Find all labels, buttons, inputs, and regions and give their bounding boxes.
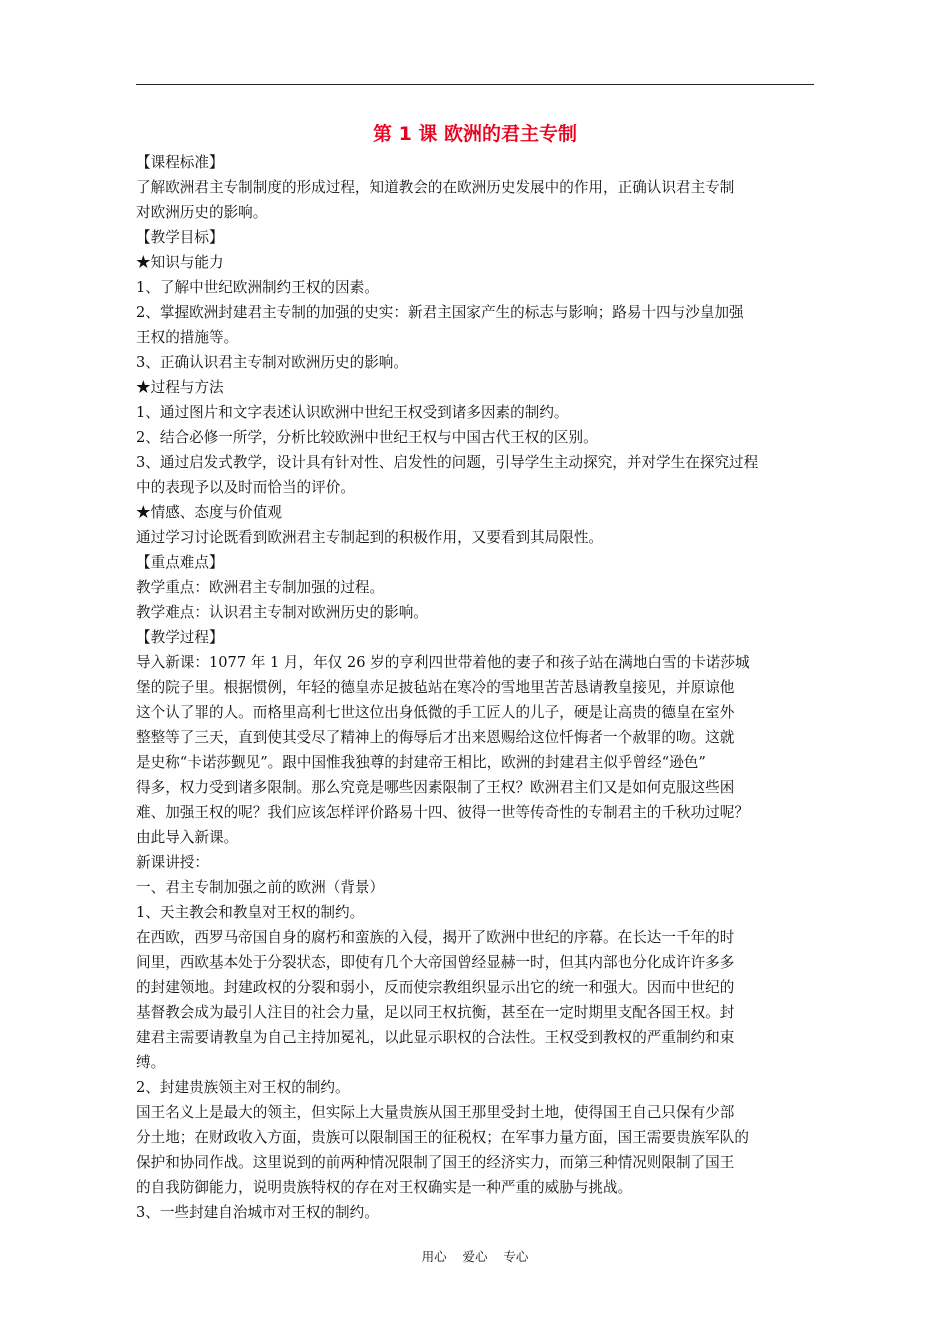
text-line: 整整等了三天，直到使其受尽了精神上的侮辱后才出来恩赐给这位忏悔者一个赦罪的吻。这就 [136, 729, 735, 746]
text-line: 由此导入新课。 [136, 829, 239, 846]
text-line: 新课讲授： [136, 854, 209, 871]
text-line: 保护和协同作战。这里说到的前两种情况限制了国王的经济实力，而第三种情况则限制了国王 [136, 1154, 735, 1171]
text-line: 1、天主教会和教皇对王权的制约。 [136, 904, 365, 921]
text-line: 【教学目标】 [136, 229, 224, 246]
text-line: 一、君主专制加强之前的欧洲（背景） [136, 879, 385, 896]
text-line: 中的表现予以及时而恰当的评价。 [136, 479, 355, 496]
text-line: 3、一些封建自治城市对王权的制约。 [136, 1204, 379, 1221]
text-line: 1、了解中世纪欧洲制约王权的因素。 [136, 279, 379, 296]
text-line: 这个认了罪的人。而格里高利七世这位出身低微的手工匠人的儿子，硬是让高贵的德皇在室外 [136, 704, 735, 721]
text-line: ★知识与能力 [136, 254, 224, 271]
text-line: 缚。 [136, 1054, 166, 1071]
text-line: 1、通过图片和文字表述认识欧洲中世纪王权受到诸多因素的制约。 [136, 404, 569, 421]
text-line: 分土地；在财政收入方面，贵族可以限制国王的征税权；在军事力量方面，国王需要贵族军队的 [136, 1129, 749, 1146]
text-line: ★过程与方法 [136, 379, 224, 396]
text-line: 王权的措施等。 [136, 329, 239, 346]
text-line: 3、正确认识君主专制对欧洲历史的影响。 [136, 354, 408, 371]
document-body [136, 150, 826, 1225]
header-rule [136, 84, 814, 85]
page-footer: 用心 爱心 专心 [421, 1249, 529, 1264]
text-line: ★情感、态度与价值观 [136, 504, 282, 521]
text-line: 基督教会成为最引人注目的社会力量，足以同王权抗衡，甚至在一定时期里支配各国王权。封 [136, 1004, 735, 1021]
text-line: 2、掌握欧洲封建君主专制的加强的史实：新君主国家产生的标志与影响；路易十四与沙皇加强 [136, 304, 744, 321]
text-line: 教学难点：认识君主专制对欧洲历史的影响。 [136, 604, 428, 621]
text-line: 【课程标准】 [136, 154, 224, 171]
text-line: 的自我防御能力，说明贵族特权的存在对王权确实是一种严重的威胁与挑战。 [136, 1179, 633, 1196]
text-line: 对欧洲历史的影响。 [136, 204, 268, 221]
text-line: 了解欧洲君主专制制度的形成过程，知道教会的在欧洲历史发展中的作用，正确认识君主专制 [136, 179, 735, 196]
lesson-title: 第 1 课 欧洲的君主专制 [372, 123, 578, 145]
text-line: 教学重点：欧洲君主专制加强的过程。 [136, 579, 385, 596]
text-line: 建君主需要请教皇为自己主持加冕礼，以此显示职权的合法性。王权受到教权的严重制约和束 [136, 1029, 735, 1046]
text-line: 2、封建贵族领主对王权的制约。 [136, 1079, 350, 1096]
text-line: 的封建领地。封建政权的分裂和弱小，反而使宗教组织显示出它的统一和强大。因而中世纪的 [136, 979, 735, 996]
text-line: 是史称“卡诺莎觐见”。跟中国惟我独尊的封建帝王相比，欧洲的封建君主似乎曾经“逊色” [136, 754, 706, 771]
text-line: 2、结合必修一所学，分析比较欧洲中世纪王权与中国古代王权的区别。 [136, 429, 598, 446]
text-line: 国王名义上是最大的领主，但实际上大量贵族从国王那里受封土地，使得国王自己只保有少部 [136, 1104, 735, 1121]
text-line: 3、通过启发式教学，设计具有针对性、启发性的问题，引导学生主动探究，并对学生在探究过程 [136, 454, 759, 471]
text-line: 【教学过程】 [136, 629, 224, 646]
text-line: 堡的院子里。根据惯例，年轻的德皇赤足披毡站在寒冷的雪地里苦苦恳请教皇接见，并原谅他 [136, 679, 735, 696]
text-line: 【重点难点】 [136, 554, 224, 571]
text-line: 在西欧，西罗马帝国自身的腐朽和蛮族的入侵，揭开了欧洲中世纪的序幕。在长达一千年的时 [136, 929, 735, 946]
text-line: 得多，权力受到诸多限制。那么究竟是哪些因素限制了王权？欧洲君主们又是如何克服这些困 [136, 779, 735, 796]
text-line: 间里，西欧基本处于分裂状态，即使有几个大帝国曾经显赫一时，但其内部也分化成许许多多 [136, 954, 735, 971]
text-line: 导入新课：1077 年 1 月，年仅 26 岁的亨利四世带着他的妻子和孩子站在满地白雪的卡诺莎城 [136, 654, 750, 671]
text-line: 通过学习讨论既看到欧洲君主专制起到的积极作用，又要看到其局限性。 [136, 529, 604, 546]
text-line: 难、加强王权的呢？我们应该怎样评价路易十四、彼得一世等传奇性的专制君主的千秋功过呢？ [136, 804, 749, 821]
